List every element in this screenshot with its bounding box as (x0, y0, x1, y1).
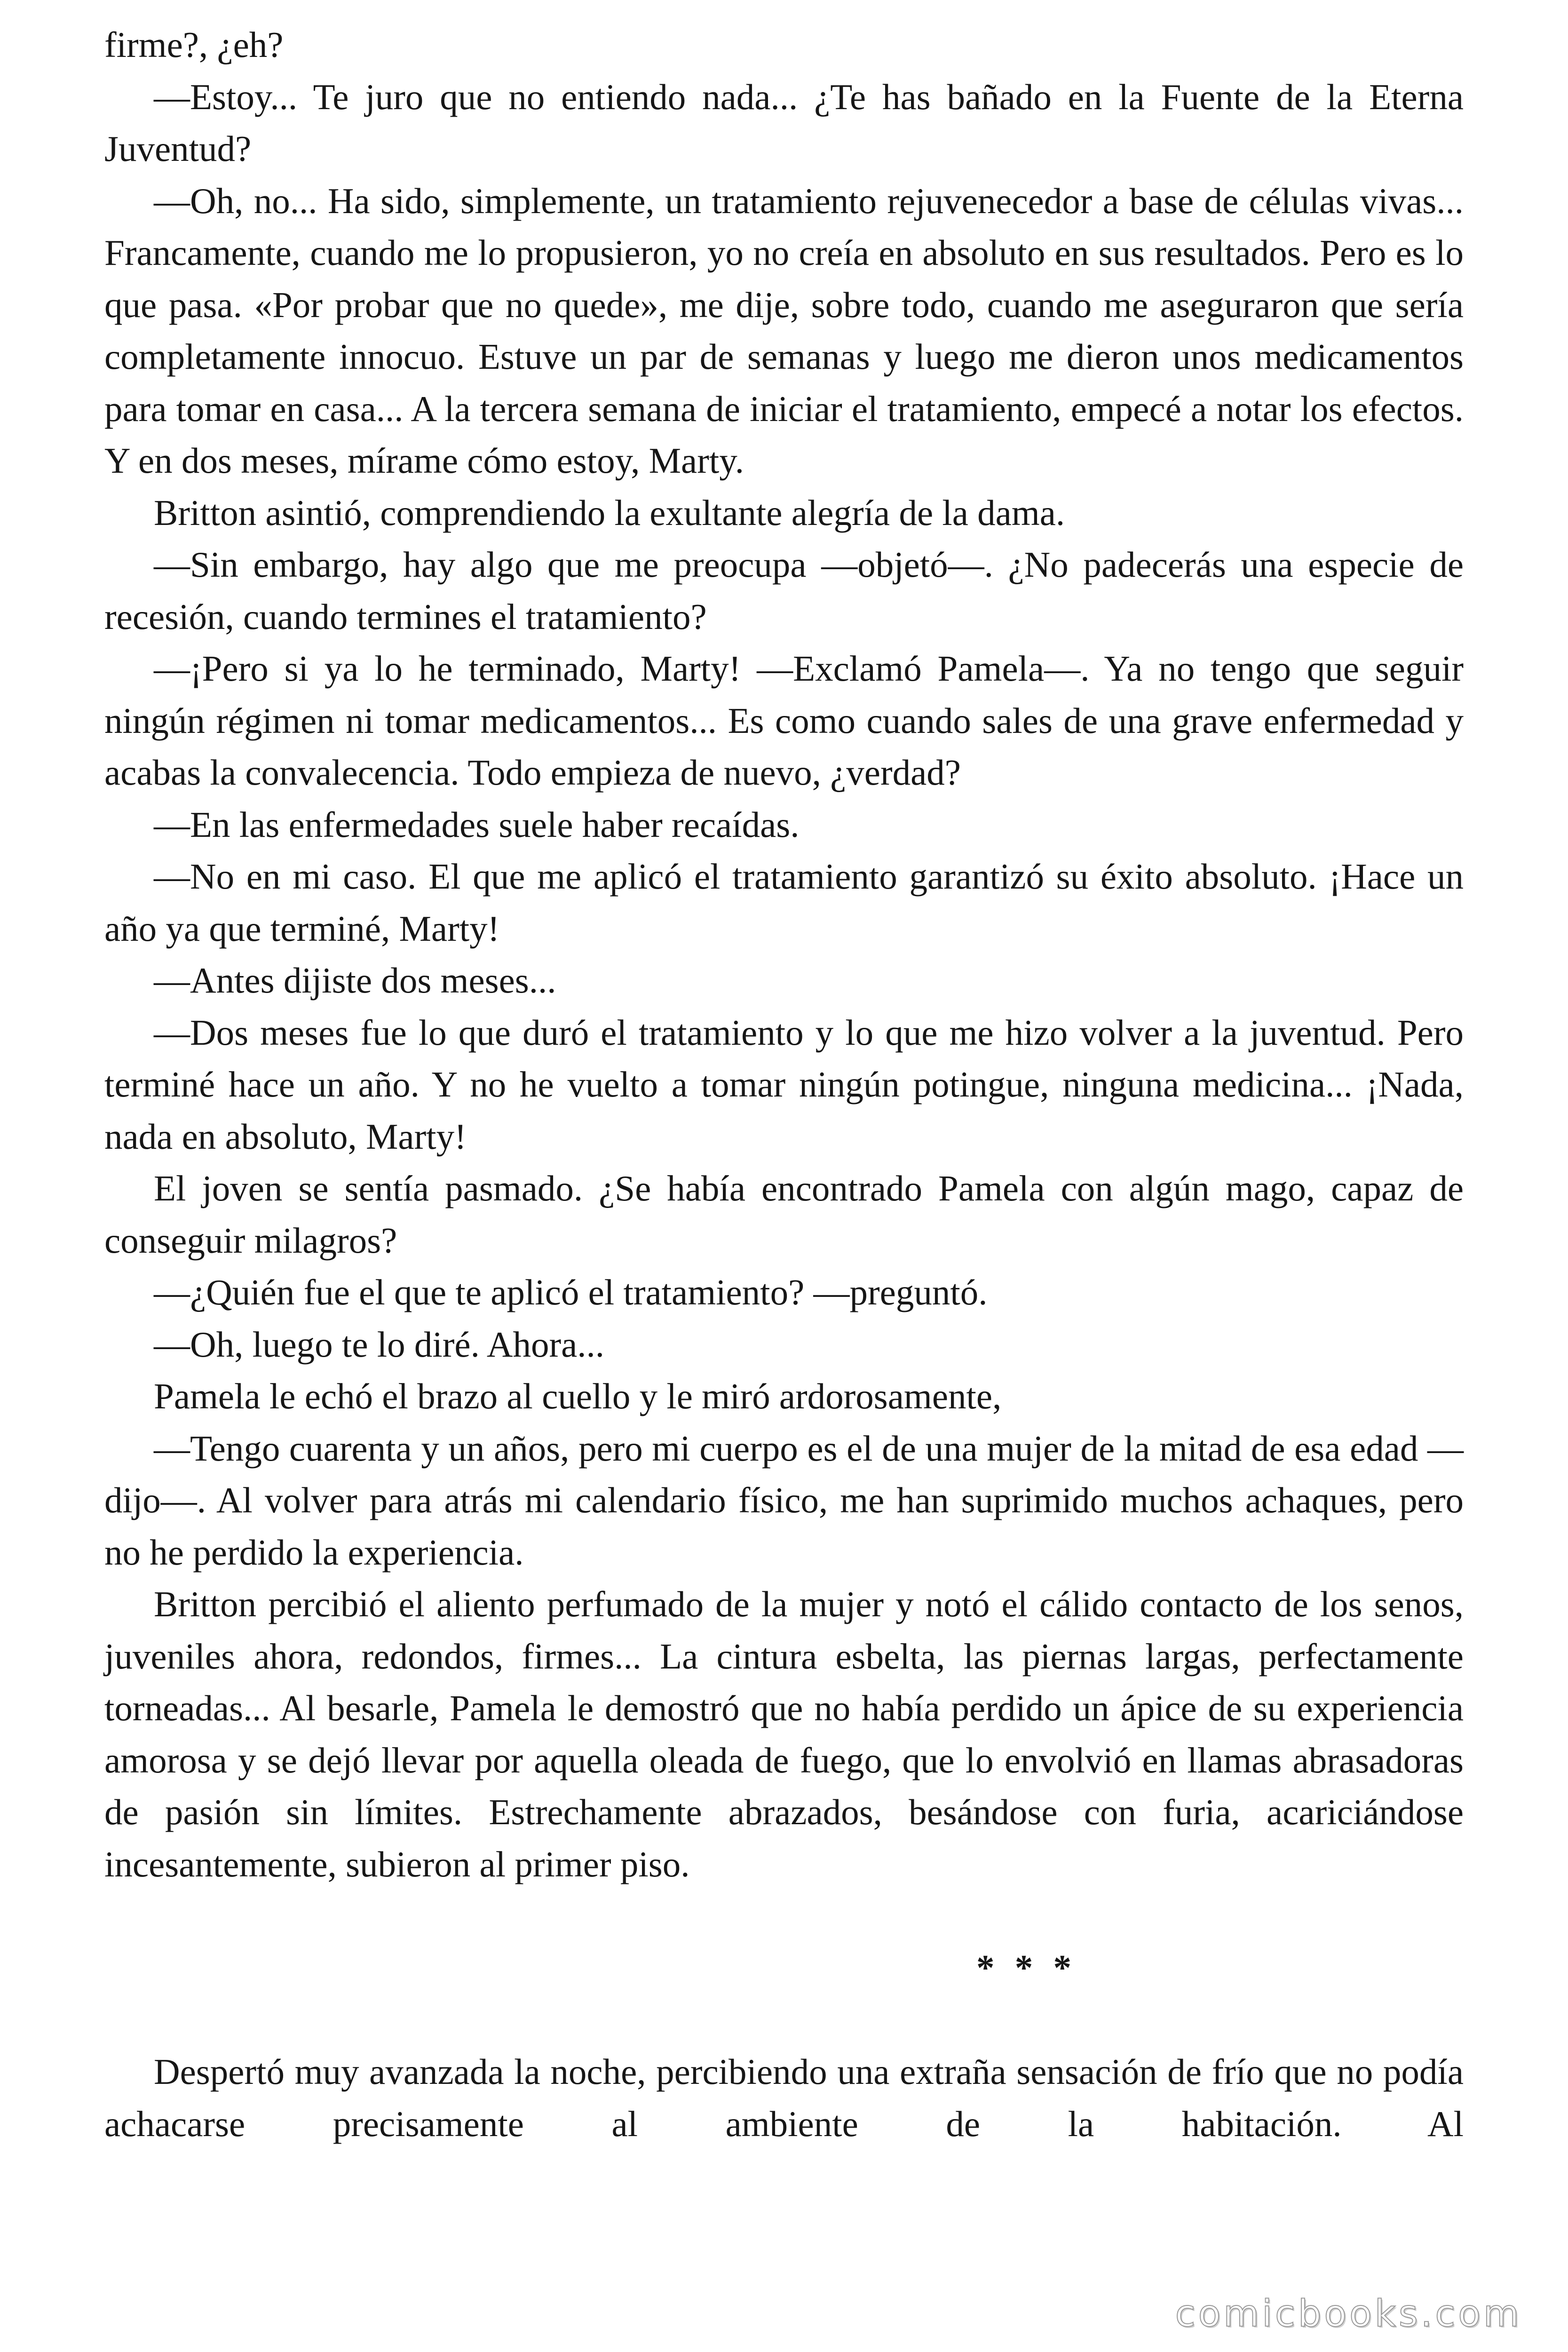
paragraph-7: —En las enfermedades suele haber recaídas. (154, 804, 800, 845)
page-body (104, 19, 1464, 2150)
paragraph-11: El joven se sentía pasmado. ¿Se había encontrado Pamela con algún mago, capaz de conseguir milagros? (104, 1168, 1464, 1261)
paragraphs-before (104, 19, 1464, 1890)
paragraph-13: —Oh, luego te lo diré. Ahora... (154, 1324, 605, 1365)
paragraph-12: —¿Quién fue el que te aplicó el tratamiento? —preguntó. (154, 1272, 988, 1312)
paragraph-8: —No en mi caso. El que me aplicó el tratamiento garantizó su éxito absoluto. ¡Hace un año ya que terminé, Marty! (104, 856, 1464, 949)
paragraph-14: Pamela le echó el brazo al cuello y le miró ardorosamente, (154, 1376, 1002, 1416)
paragraph-15: —Tengo cuarenta y un años, pero mi cuerpo es el de una mujer de la mitad de esa edad —dijo—. Al volver para atrás mi calendario físico, me han suprimido muchos achaques, pero no he perdido la experiencia. (104, 1428, 1464, 1573)
paragraph-1: firme?, ¿eh? (104, 24, 284, 65)
paragraph-16: Britton percibió el aliento perfumado de la mujer y notó el cálido contacto de los senos, juveniles ahora, redondos, firmes... La cintura esbelta, las piernas largas, perfectamente torneadas... Al besarle, Pamela le demostró que no había perdido un ápice de su experiencia amorosa y se dejó llevar por aquella oleada de fuego, que lo envolvió en llamas abrasadoras de pasión sin límites. Estrechamente abrazados, besándose con furia, acariciándose incesantemente, subieron al primer piso. (104, 1584, 1464, 1884)
paragraph-5: —Sin embargo, hay algo que me preocupa —objetó—. ¿No padecerás una especie de recesión, cuando termines el tratamiento? (104, 544, 1464, 637)
watermark-logo: comicbooks.com (1175, 2293, 1522, 2335)
paragraph-4: Britton asintió, comprendiendo la exultante alegría de la dama. (154, 492, 1065, 533)
paragraph-9: —Antes dijiste dos meses... (154, 960, 556, 1001)
paragraph-10: —Dos meses fue lo que duró el tratamiento y lo que me hizo volver a la juventud. Pero terminé hace un año. Y no he vuelto a tomar ningún potingue, ninguna medicina... ¡Nada, nada en absoluto, Marty! (104, 1012, 1464, 1157)
paragraph-after-separator: Despertó muy avanzada la noche, percibiendo una extraña sensación de frío que no podía achacarse precisamente al ambiente de la habitación. Al (104, 2051, 1464, 2144)
scene-separator: * * * (976, 1947, 1077, 1988)
paragraph-3: —Oh, no... Ha sido, simplemente, un tratamiento rejuvenecedor a base de células vivas... Francamente, cuando me lo propusieron, yo no creía en absoluto en sus resultados. Pero es lo que pasa. «Por probar que no quede», me dije, sobre todo, cuando me aseguraron que sería completamente innocuo. Estuve un par de semanas y luego me dieron unos medicamentos para tomar en casa... A la tercera semana de iniciar el tratamiento, empecé a notar los efectos. Y en dos meses, mírame cómo estoy, Marty. (104, 180, 1464, 481)
paragraph-2: —Estoy... Te juro que no entiendo nada... ¿Te has bañado en la Fuente de la Eterna Juventud? (104, 76, 1464, 169)
paragraph-6: —¡Pero si ya lo he terminado, Marty! —Exclamó Pamela—. Ya no tengo que seguir ningún régimen ni tomar medicamentos... Es como cuando sales de una grave enfermedad y acabas la convalecencia. Todo empieza de nuevo, ¿verdad? (104, 648, 1464, 793)
